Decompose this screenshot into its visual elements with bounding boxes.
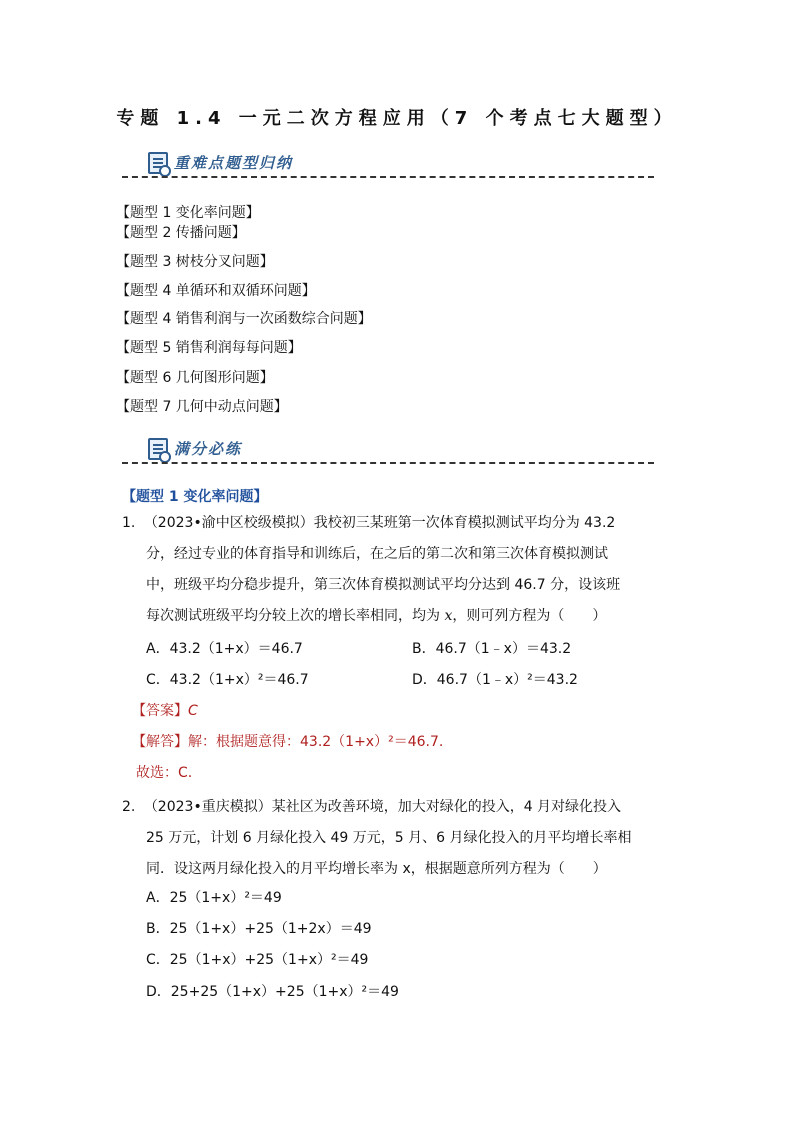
question-text: ，则可列方程为（ ） <box>452 608 607 624</box>
option-a: A．25（1+x）²＝49 <box>146 890 282 906</box>
dashed-divider <box>122 462 654 464</box>
option-a: A．43.2（1+x）＝46.7 <box>146 641 303 657</box>
type-list-item: 【题型 4 销售利润与一次函数综合问题】 <box>116 311 372 327</box>
type-list-item: 【题型 6 几何图形问题】 <box>116 370 274 386</box>
question-number: 1. <box>122 515 136 531</box>
document-icon <box>148 438 168 460</box>
type-list-item: 【题型 7 几何中动点问题】 <box>116 399 288 415</box>
solution-text: 解：根据题意得：43.2（1+x）²＝46.7. <box>188 734 444 750</box>
answer-label: 【答案】 <box>132 703 188 719</box>
question-text: 每次测试班级平均分较上次的增长率相同，均为 <box>146 608 445 624</box>
section-header-practice <box>122 436 654 466</box>
type-list-item: 【题型 1 变化率问题】 <box>116 205 260 221</box>
type-list-item: 【题型 2 传播问题】 <box>116 225 246 241</box>
section-header-key-types <box>122 150 654 180</box>
variable: x <box>444 608 453 624</box>
dashed-divider <box>122 176 654 178</box>
option-c: C．25（1+x）+25（1+x）²＝49 <box>146 952 369 968</box>
option-d: D．46.7（1﹣x）²＝43.2 <box>412 672 578 688</box>
question-text: 25 万元，计划 6 月绿化投入 49 万元，5 月、6 月绿化投入的月平均增长率相 <box>146 830 632 846</box>
question-source: （2023•渝中区校级模拟） <box>143 515 314 531</box>
option-b: B．25（1+x）+25（1+2x）＝49 <box>146 921 372 937</box>
question-text: 我校初三某班第一次体育模拟测试平均分为 43.2 <box>313 515 616 531</box>
type-list-item: 【题型 5 销售利润每每问题】 <box>116 340 302 356</box>
option-c: C．43.2（1+x）²＝46.7 <box>146 672 309 688</box>
question-text: 某社区为改善环境，加大对绿化的投入，4 月对绿化投入 <box>271 799 622 815</box>
solution-label: 【解答】 <box>132 734 188 750</box>
section-label: 满分必练 <box>174 440 243 458</box>
choose-text: 故选：C. <box>136 765 193 781</box>
type-list-item: 【题型 4 单循环和双循环问题】 <box>116 283 316 299</box>
document-icon <box>148 152 168 174</box>
page-title: 专题 1.4 一元二次方程应用（7 个考点七大题型） <box>116 108 678 129</box>
question-source: （2023•重庆模拟） <box>143 799 272 815</box>
answer-value: C <box>188 703 198 719</box>
question-text: 同．设这两月绿化投入的月平均增长率为 x，根据题意所列方程为（ ） <box>146 861 607 877</box>
option-d: D．25+25（1+x）+25（1+x）²＝49 <box>146 984 399 1000</box>
type-list-item: 【题型 3 树枝分叉问题】 <box>116 254 274 270</box>
question-number: 2. <box>122 799 136 815</box>
section-label: 重难点题型归纳 <box>174 154 294 172</box>
question-text: 中，班级平均分稳步提升，第三次体育模拟测试平均分达到 46.7 分，设该班 <box>146 577 621 593</box>
type-heading: 【题型 1 变化率问题】 <box>122 489 268 505</box>
question-text: 分，经过专业的体育指导和训练后，在之后的第二次和第三次体育模拟测试 <box>146 546 608 562</box>
option-b: B．46.7（1﹣x）＝43.2 <box>412 641 572 657</box>
